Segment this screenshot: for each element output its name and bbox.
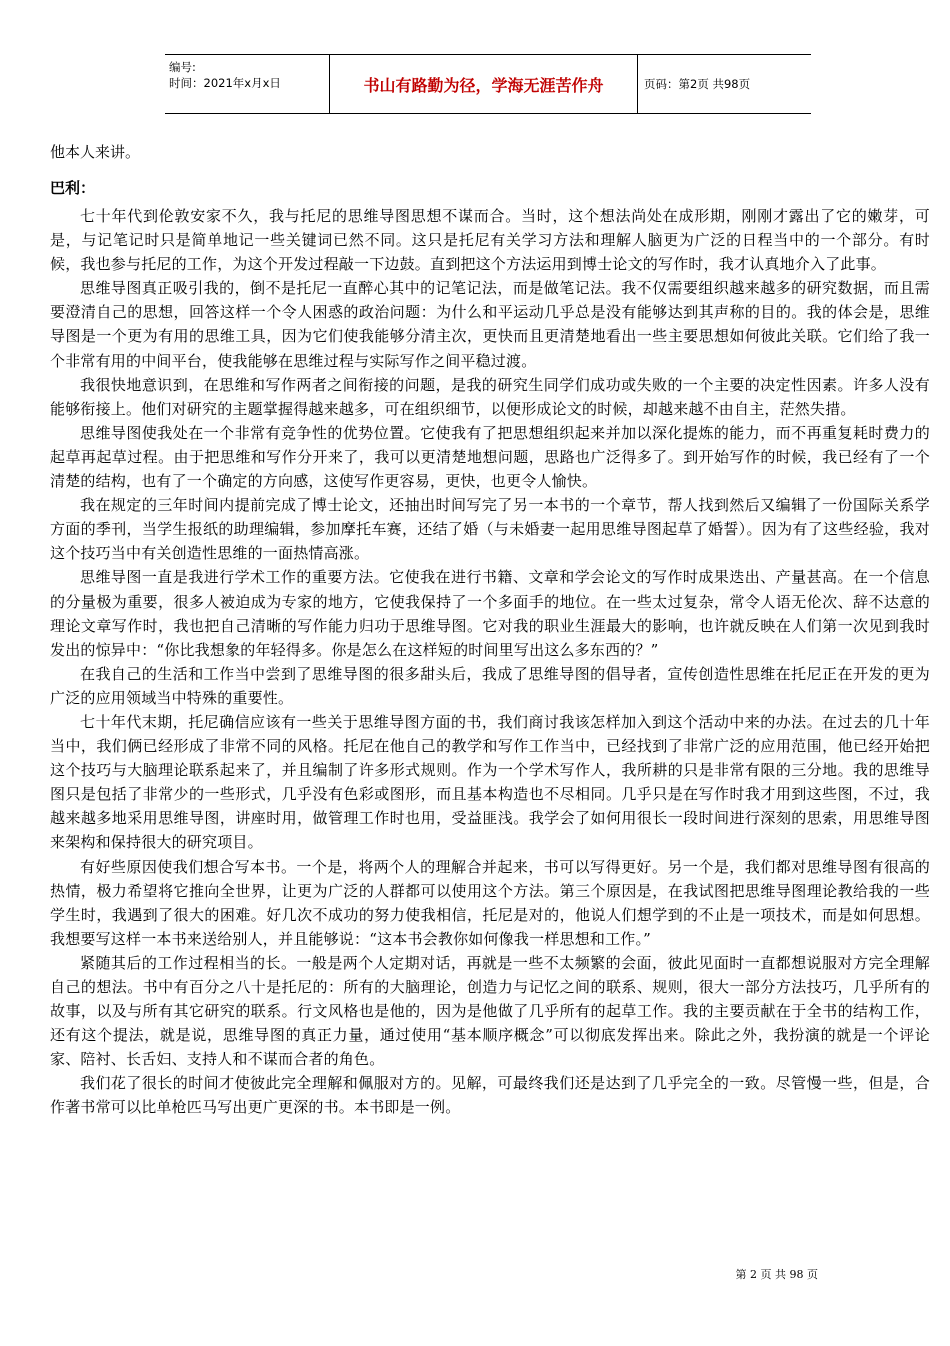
paragraph: 我很快地意识到，在思维和写作两者之间衔接的问题，是我的研究生同学们成功或失败的一个主要的决定性因素。许多人没有能够衔接上。他们对研究的主题掌握得越来越多，可在组织细节，以便形成论文的时候，却越来越不由自主，茫然失措。 bbox=[50, 375, 930, 418]
header-meta bbox=[165, 55, 330, 113]
paragraph: 我在规定的三年时间内提前完成了博士论文，还抽出时间写完了另一本书的一个章节，帮人找到然后又编辑了一份国际关系学方面的季刊，当学生报纸的助理编辑，参加摩托车赛，还结了婚（与未婚妻一起用思维导图起草了婚誓）。因为有了这些经验，我对这个技巧当中有关创造性思维的一面热情高涨。 bbox=[50, 496, 930, 563]
header-motto: 书山有路勤为径，学海无涯苦作舟 bbox=[330, 55, 638, 113]
number-label: 编号: bbox=[169, 60, 196, 74]
page-footer: 第 2 页 共 98 页 bbox=[735, 1268, 818, 1281]
time-label: 时间：2021年x月x日 bbox=[169, 76, 281, 90]
header-page-info: 页码：第2页 共98页 bbox=[644, 77, 751, 91]
paragraph: 我们花了很长的时间才使彼此完全理解和佩服对方的。见解，可最终我们还是达到了几乎完全的一致。尽管慢一些，但是，合作著书常可以比单枪匹马写出更广更深的书。本书即是一例。 bbox=[50, 1074, 930, 1117]
paragraph: 思维导图真正吸引我的，倒不是托尼一直醉心其中的记笔记法，而是做笔记法。我不仅需要组织越来越多的研究数据，而且需要澄清自己的思想，回答这样一个令人困惑的政治问题：为什么和平运动几乎总是没有能够达到其声称的目的。我的体会是，思维导图是一个更为有用的思维工具，因为它们使我能够分清主次，更快而且更清楚地看出一些主要思想如何彼此关联。它们给了我一个非常有用的中间平台，使我能够在思维过程与实际写作之间平稳过渡。 bbox=[50, 279, 930, 370]
speaker-label: 巴利： bbox=[50, 179, 96, 197]
paragraph: 紧随其后的工作过程相当的长。一般是两个人定期对话，再就是一些不太频繁的会面，彼此见面时一直都想说服对方完全理解自己的想法。书中有百分之八十是托尼的：所有的大脑理论，创造力与记忆之间的联系、规则，很大一部分方法技巧，几乎所有的故事，以及与所有其它研究的联系。行文风格也是他的，因为是他做了几乎所有的起草工作。我的主要贡献在于全书的结构工作，还有这个提法，就是说，思维导图的真正力量，通过使用“基本顺序概念”可以彻底发挥出来。除此之外，我扮演的就是一个评论家、陪衬、长舌妇、支持人和不谋而合者的角色。 bbox=[50, 953, 930, 1069]
continuation-line: 他本人来讲。 bbox=[50, 143, 141, 161]
paragraph: 七十年代末期，托尼确信应该有一些关于思维导图方面的书，我们商讨我该怎样加入到这个活动中来的办法。在过去的几十年当中，我们俩已经形成了非常不同的风格。托尼在他自己的教学和写作工作当中，已经找到了非常广泛的应用范围，他已经开始把这个技巧与大脑理论联系起来了，并且编制了许多形式规则。作为一个学术写作人，我所耕的只是非常有限的三分地。我的思维导图只是包括了非常少的一些形式，几乎没有色彩或图形，而且基本构造也不尽相同。几乎只是在写作时我才用到这些图，不过，我越来越多地采用思维导图，讲座时用，做管理工作时也用，受益匪浅。我学会了如何用很长一段时间进行深刻的思索，用思维导图来架构和保持很大的研究项目。 bbox=[50, 712, 930, 852]
paragraph: 七十年代到伦敦安家不久，我与托尼的思维导图思想不谋而合。当时，这个想法尚处在成形期，刚刚才露出了它的嫩芽，可是，与记笔记时只是简单地记一些关键词已然不同。这只是托尼有关学习方法和理解人脑更为广泛的日程当中的一个部分。有时候，我也参与托尼的工作，为这个开发过程敲一下边鼓。直到把这个方法运用到博士论文的写作时，我才认真地介入了此事。 bbox=[50, 207, 930, 274]
paragraph: 思维导图一直是我进行学术工作的重要方法。它使我在进行书籍、文章和学会论文的写作时成果迭出、产量甚高。在一个信息的分量极为重要，很多人被迫成为专家的地方，它使我保持了一个多面手的地位。在一些太过复杂，常令人语无伦次、辞不达意的理论文章写作时，我也把自己清晰的写作能力归功于思维导图。它对我的职业生涯最大的影响，也许就反映在人们第一次见到我时发出的惊异中：“你比我想象的年轻得多。你是怎么在这样短的时间里写出这么多东西的？” bbox=[50, 568, 930, 659]
paragraph: 思维导图使我处在一个非常有竞争性的优势位置。它使我有了把思想组织起来并加以深化提炼的能力，而不再重复耗时费力的起草再起草过程。由于把思维和写作分开来了，我可以更清楚地想问题，思路也广泛得多了。到开始写作的时候，我已经有了一个清楚的结构，也有了一个确定的方向感，这使写作更容易，更快，也更令人愉快。 bbox=[50, 423, 930, 491]
paragraph: 在我自己的生活和工作当中尝到了思维导图的很多甜头后，我成了思维导图的倡导者，宣传创造性思维在托尼正在开发的更为广泛的应用领域当中特殊的重要性。 bbox=[50, 664, 930, 707]
document-body bbox=[50, 140, 930, 1120]
paragraph: 有好些原因使我们想合写本书。一个是，将两个人的理解合并起来，书可以写得更好。另一个是，我们都对思维导图有很高的热情，极力希望将它推向全世界，让更为广泛的人群都可以使用这个方法。第三个原因是，在我试图把思维导图理论教给我的一些学生时，我遇到了很大的困难。好几次不成功的努力使我相信，托尼是对的，他说人们想学到的不止是一项技术，而是如何思想。我想要写这样一本书来送给别人，并且能够说：“这本书会教你如何像我一样思想和工作。” bbox=[50, 857, 930, 948]
document-header bbox=[165, 54, 811, 114]
